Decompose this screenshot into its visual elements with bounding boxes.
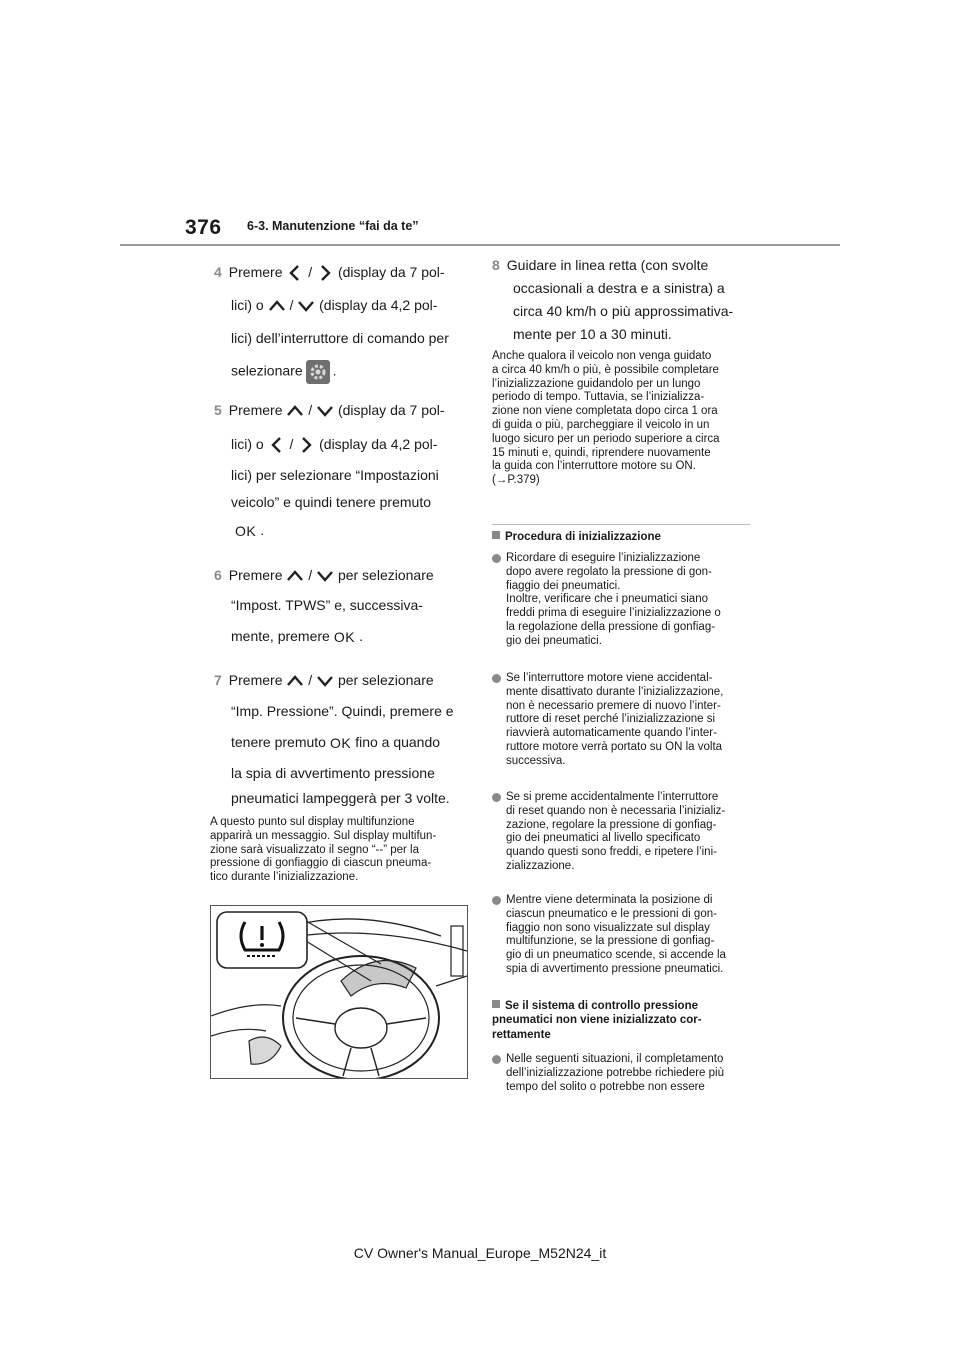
- step-8-line-2: occasionali a destra e a sinistra) a: [513, 280, 725, 296]
- footer-manual-id: CV Owner's Manual_Europe_M52N24_it: [353, 1245, 607, 1261]
- step-7-line-5: pneumatici lampeggerà per 3 volte.: [231, 790, 450, 806]
- chevron-left-icon: [268, 436, 286, 454]
- step-6-line-2: “Impost. TPWS” e, successiva-: [231, 597, 423, 613]
- step-6-line-1: 6 Premere / per selezionare: [214, 567, 434, 585]
- step-5-line-4: veicolo” e quindi tenere premuto: [231, 494, 432, 510]
- step-7-line-3: tenere premuto OK fino a quando: [231, 734, 441, 751]
- bullet-icon: [492, 1055, 501, 1064]
- ok-button-icon: OK: [333, 628, 356, 645]
- list-item: Se l’interruttore motore viene accidental- mente disattivato durante l’inizializzazione, non è necessario premere di nuovo l’inter- ruttore di reset perché l’inizializzazione si riavvierà automaticamente quando l’inter- ruttore motore verrà portato su ON la volta successiva.: [492, 672, 754, 769]
- not-initialized-heading: Se il sistema di controllo pressione pneumatici non viene inizializzato cor- rettamente: [492, 1000, 702, 1041]
- header-divider: [120, 244, 840, 246]
- dashboard-illustration: [210, 905, 468, 1079]
- section-title: 6-3. Manutenzione “fai da te”: [247, 219, 419, 233]
- step-number: 7: [214, 672, 222, 688]
- step-number: 5: [214, 402, 222, 418]
- list-item: Mentre viene determinata la posizione di ciascun pneumatico e le pressioni di gon- fiaggio non sono visualizzate sul display multifunzione, se la pressione di gonfiag- gio di un pneumatico scende, si accende la spia di avvertimento pressione pneumatici.: [492, 894, 754, 977]
- step-5-line-2: lici) o / (display da 4,2 pol-: [231, 436, 437, 454]
- step-5-line-1: 5 Premere / (display da 7 pol-: [214, 402, 445, 420]
- gear-icon: [306, 360, 330, 384]
- chevron-down-icon: [316, 567, 334, 585]
- step-6-line-3: mente, premere OK .: [231, 628, 363, 645]
- step-8-line-4: mente per 10 a 30 minuti.: [513, 326, 672, 342]
- procedure-heading: Procedura di inizializzazione: [492, 530, 661, 544]
- step-number: 8: [492, 257, 500, 273]
- bullet-icon: [492, 554, 501, 563]
- ok-button-icon: OK: [329, 734, 352, 751]
- step-7-line-2: “Imp. Pressione”. Quindi, premere e: [231, 703, 454, 719]
- list-item: Ricordare di eseguire l’inizializzazione dopo avere regolato la pressione di gon- fiaggio dei pneumatici. Inoltre, verificare che i pneumatici siano freddi prima di eseguire l’inizializzazione o la regolazione della pressione di gonfiag- gio dei pneumatici.: [492, 552, 754, 649]
- section-divider: [492, 524, 750, 525]
- step-number: 6: [214, 567, 222, 583]
- square-bullet-icon: [492, 531, 500, 539]
- step-5-line-3: lici) per selezionare “Impostazioni: [231, 467, 439, 483]
- chevron-right-icon: [316, 264, 334, 282]
- list-item: Se si preme accidentalmente l’interruttore di reset quando non è necessaria l’inizializ- zazione, regolare la pressione di gonfiag- gio dei pneumatici al livello specificato quando questi sono freddi, e ripetere l’ini- zializzazione.: [492, 791, 754, 874]
- step-8-line-1: 8 Guidare in linea retta (con svolte: [492, 257, 709, 273]
- chevron-up-icon: [268, 297, 286, 315]
- chevron-right-icon: [297, 436, 315, 454]
- note-step-7: A questo punto sul display multifunzione apparirà un messaggio. Sul display multifun- zione sarà visualizzato il segno “--” per la pressione di gonfiaggio di ciascun pneuma- tico durante l’inizializzazione.: [210, 816, 437, 884]
- step-number: 4: [214, 264, 222, 280]
- page-number: 376: [185, 216, 222, 239]
- chevron-left-icon: [286, 264, 304, 282]
- step-4-line-4: selezionare .: [231, 360, 337, 384]
- bullet-icon: [492, 896, 501, 905]
- chevron-down-icon: [316, 672, 334, 690]
- step-8-line-3: circa 40 km/h o più approssimativa-: [513, 303, 734, 319]
- chevron-down-icon: [316, 402, 334, 420]
- ok-button-icon: OK: [235, 522, 257, 539]
- bullet-icon: [492, 793, 501, 802]
- chevron-down-icon: [297, 297, 315, 315]
- square-bullet-icon: [492, 1000, 500, 1008]
- step-4-line-3: lici) dell’interruttore di comando per: [231, 330, 449, 346]
- note-step-8: Anche qualora il veicolo non venga guidato a circa 40 km/h o più, è possibile completare l’inizializzazione guidandolo per un lungo periodo di tempo. Tuttavia, se l’inizializza- zione non viene completata dopo circa 1 ora di guida o più, parcheggiare il veicolo in un luogo sicuro per un periodo superiore a circa 15 minuti e, quindi, riprendere nuovamente la guida con l’interruttore motore su ON. (→P.379): [492, 350, 720, 487]
- step-4-line-2: lici) o / (display da 4,2 pol-: [231, 297, 437, 315]
- step-7-line-1: 7 Premere / per selezionare: [214, 672, 434, 690]
- chevron-up-icon: [286, 672, 304, 690]
- list-item: Nelle seguenti situazioni, il completamento dell’inizializzazione potrebbe richiedere più tempo del solito o potrebbe non essere: [492, 1053, 754, 1094]
- step-7-line-4: la spia di avvertimento pressione: [231, 765, 435, 781]
- step-5-line-5: OK .: [235, 522, 265, 539]
- step-4-line-1: 4 Premere / (display da 7 pol-: [214, 264, 445, 282]
- bullet-icon: [492, 674, 501, 683]
- chevron-up-icon: [286, 567, 304, 585]
- chevron-up-icon: [286, 402, 304, 420]
